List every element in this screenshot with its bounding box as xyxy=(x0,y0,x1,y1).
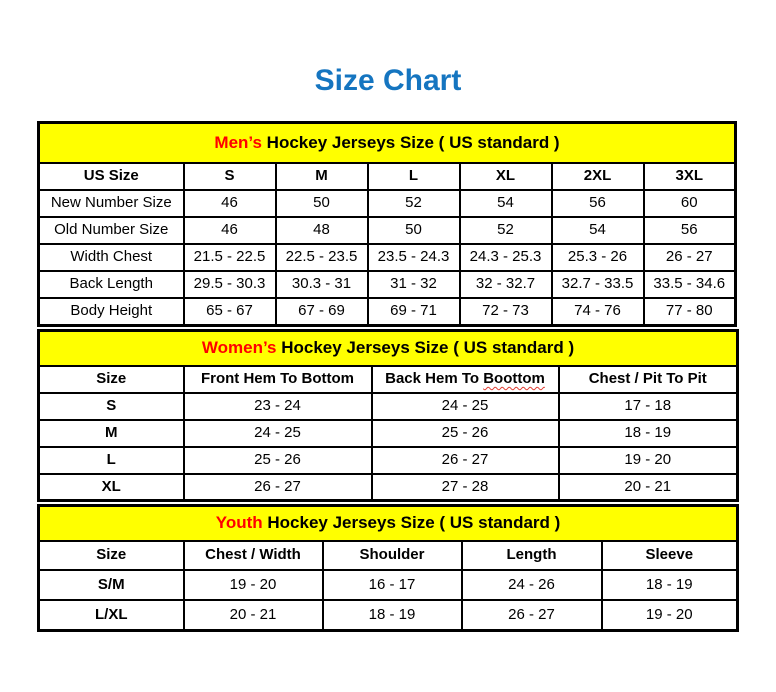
mens-cell: 22.5 - 23.5 xyxy=(276,244,368,271)
mens-cell: 24.3 - 25.3 xyxy=(460,244,552,271)
womens-row-label: L xyxy=(39,447,184,474)
table-row xyxy=(39,600,738,630)
mens-size-table xyxy=(37,121,737,327)
womens-cell: 25 - 26 xyxy=(184,447,372,474)
youth-header-cell: Sleeve xyxy=(602,541,738,570)
mens-cell: 56 xyxy=(552,190,644,217)
mens-cell: 29.5 - 30.3 xyxy=(184,271,276,298)
youth-cell: 18 - 19 xyxy=(602,570,738,600)
mens-cell: 54 xyxy=(552,217,644,244)
table-row xyxy=(39,447,738,474)
table-row xyxy=(39,393,738,420)
mens-row-label: New Number Size xyxy=(39,190,184,217)
table-row xyxy=(39,190,736,217)
womens-cell: 18 - 19 xyxy=(559,420,738,447)
womens-banner-rest: Hockey Jerseys Size ( US standard ) xyxy=(276,337,575,357)
table-row xyxy=(39,298,736,325)
mens-banner-row xyxy=(39,123,736,164)
youth-header-cell: Length xyxy=(462,541,602,570)
mens-cell: 56 xyxy=(644,217,736,244)
mens-cell: 30.3 - 31 xyxy=(276,271,368,298)
mens-header-cell: 3XL xyxy=(644,163,736,190)
womens-cell: 26 - 27 xyxy=(372,447,559,474)
womens-row-label: S xyxy=(39,393,184,420)
womens-header-cell-misspelled xyxy=(372,366,559,393)
womens-cell: 23 - 24 xyxy=(184,393,372,420)
womens-cell: 24 - 25 xyxy=(372,393,559,420)
mens-banner xyxy=(39,123,736,164)
youth-cell: 19 - 20 xyxy=(184,570,323,600)
womens-cell: 26 - 27 xyxy=(184,474,372,501)
mens-cell: 23.5 - 24.3 xyxy=(368,244,460,271)
mens-cell: 50 xyxy=(276,190,368,217)
womens-cell: 17 - 18 xyxy=(559,393,738,420)
mens-banner-highlight: Men’s xyxy=(214,132,262,152)
youth-cell: 19 - 20 xyxy=(602,600,738,630)
womens-size-table xyxy=(37,329,739,503)
womens-cell: 25 - 26 xyxy=(372,420,559,447)
mens-cell: 54 xyxy=(460,190,552,217)
mens-cell: 21.5 - 22.5 xyxy=(184,244,276,271)
womens-banner-row xyxy=(39,330,738,366)
table-row xyxy=(39,244,736,271)
youth-banner-highlight: Youth xyxy=(215,513,263,533)
table-row xyxy=(39,420,738,447)
youth-cell: 20 - 21 xyxy=(184,600,323,630)
youth-banner-row xyxy=(39,506,738,542)
womens-cell: 19 - 20 xyxy=(559,447,738,474)
mens-header-row xyxy=(39,163,736,190)
mens-cell: 60 xyxy=(644,190,736,217)
mens-cell: 72 - 73 xyxy=(460,298,552,325)
mens-cell: 31 - 32 xyxy=(368,271,460,298)
mens-row-label: Old Number Size xyxy=(39,217,184,244)
mens-row-label: Back Length xyxy=(39,271,184,298)
table-row xyxy=(39,474,738,501)
mens-cell: 32 - 32.7 xyxy=(460,271,552,298)
womens-header-cell: Front Hem To Bottom xyxy=(184,366,372,393)
mens-header-cell: XL xyxy=(460,163,552,190)
table-row xyxy=(39,271,736,298)
youth-banner xyxy=(39,506,738,542)
mens-cell: 50 xyxy=(368,217,460,244)
youth-header-cell: Shoulder xyxy=(323,541,462,570)
youth-cell: 24 - 26 xyxy=(462,570,602,600)
mens-header-cell: S xyxy=(184,163,276,190)
page-title: Size Chart xyxy=(314,64,462,97)
mens-cell: 52 xyxy=(460,217,552,244)
table-row xyxy=(39,217,736,244)
womens-header-row xyxy=(39,366,738,393)
womens-banner xyxy=(39,330,738,366)
mens-cell: 77 - 80 xyxy=(644,298,736,325)
mens-header-cell: L xyxy=(368,163,460,190)
youth-header-cell: Size xyxy=(39,541,184,570)
womens-header-back-hem-prefix: Back Hem To xyxy=(385,369,484,387)
size-chart-tables xyxy=(37,121,736,632)
mens-cell: 69 - 71 xyxy=(368,298,460,325)
mens-banner-rest: Hockey Jerseys Size ( US standard ) xyxy=(261,132,560,152)
womens-header-back-hem-misspelled: Boottom xyxy=(483,369,545,387)
mens-header-cell: US Size xyxy=(39,163,184,190)
youth-cell: 16 - 17 xyxy=(323,570,462,600)
youth-row-label: S/M xyxy=(39,570,184,600)
womens-row-label: XL xyxy=(39,474,184,501)
mens-cell: 65 - 67 xyxy=(184,298,276,325)
youth-header-cell: Chest / Width xyxy=(184,541,323,570)
mens-cell: 25.3 - 26 xyxy=(552,244,644,271)
mens-header-cell: M xyxy=(276,163,368,190)
womens-cell: 24 - 25 xyxy=(184,420,372,447)
youth-cell: 26 - 27 xyxy=(462,600,602,630)
womens-banner-highlight: Women’s xyxy=(201,337,277,357)
mens-cell: 46 xyxy=(184,190,276,217)
mens-header-cell: 2XL xyxy=(552,163,644,190)
mens-cell: 26 - 27 xyxy=(644,244,736,271)
youth-size-table xyxy=(37,504,739,632)
youth-cell: 18 - 19 xyxy=(323,600,462,630)
mens-cell: 48 xyxy=(276,217,368,244)
table-row xyxy=(39,570,738,600)
womens-row-label: M xyxy=(39,420,184,447)
mens-cell: 52 xyxy=(368,190,460,217)
youth-header-row xyxy=(39,541,738,570)
youth-banner-rest: Hockey Jerseys Size ( US standard ) xyxy=(262,513,561,533)
mens-cell: 33.5 - 34.6 xyxy=(644,271,736,298)
womens-header-cell: Size xyxy=(39,366,184,393)
womens-cell: 27 - 28 xyxy=(372,474,559,501)
mens-cell: 74 - 76 xyxy=(552,298,644,325)
mens-row-label: Width Chest xyxy=(39,244,184,271)
mens-cell: 32.7 - 33.5 xyxy=(552,271,644,298)
mens-cell: 46 xyxy=(184,217,276,244)
youth-row-label: L/XL xyxy=(39,600,184,630)
womens-header-cell: Chest / Pit To Pit xyxy=(559,366,738,393)
womens-cell: 20 - 21 xyxy=(559,474,738,501)
mens-row-label: Body Height xyxy=(39,298,184,325)
mens-cell: 67 - 69 xyxy=(276,298,368,325)
